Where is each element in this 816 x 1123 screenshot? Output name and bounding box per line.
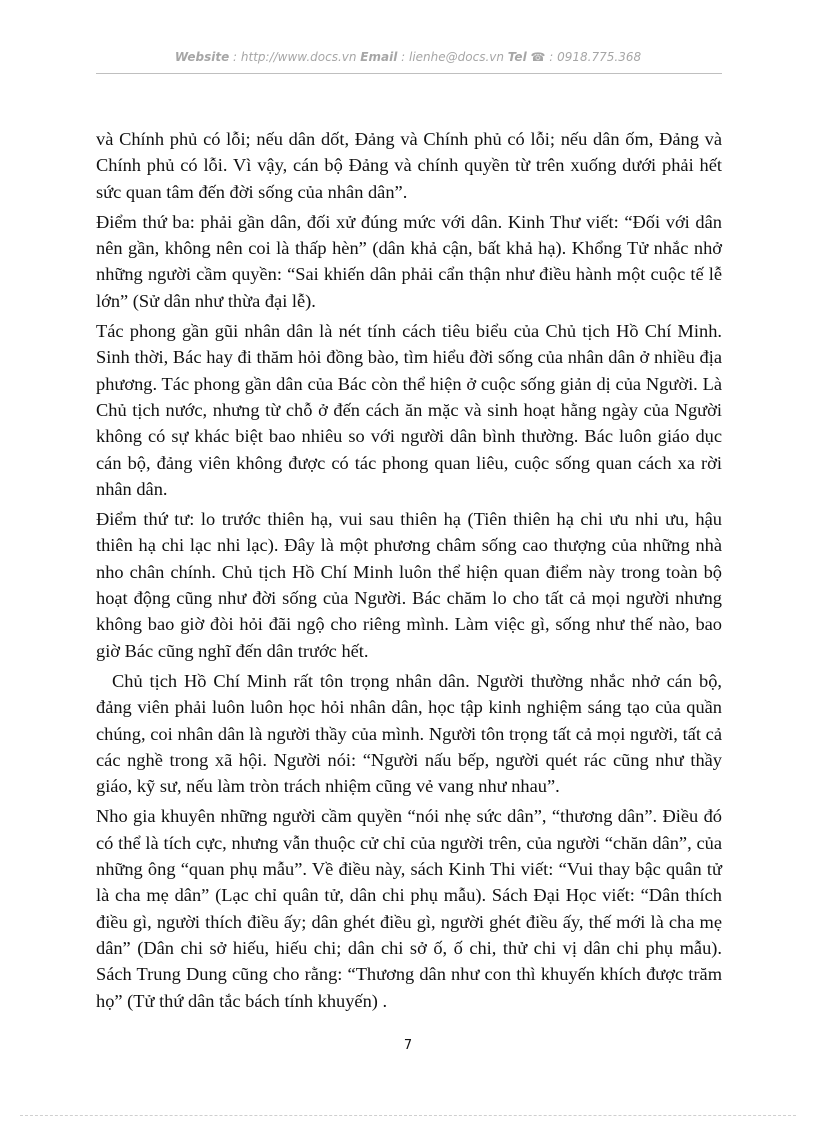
header-divider (96, 73, 722, 74)
page-number: 7 (403, 1038, 413, 1053)
paragraph-3: Tác phong gần gũi nhân dân là nét tính cách tiêu biểu của Chủ tịch Hồ Chí Minh. Sinh thời, Bác hay đi thăm hỏi đồng bào, tìm hiểu đời sống của nhân dân ở nhiều địa phương. Tác phong gần dân của Bác còn thể hiện ở cuộc sống giản dị của Người. Là Chủ tịch nước, nhưng từ chỗ ở đến cách ăn mặc và sinh hoạt hằng ngày của Người không có sự khác biệt bao nhiêu so với người dân bình thường. Bác luôn giáo dục cán bộ, đảng viên không được có tác phong quan liêu, cuộc sống quan cách xa rời nhân dân. (96, 321, 722, 499)
paragraph-2: Điểm thứ ba: phải gần dân, đối xử đúng mức với dân. Kinh Thư viết: “Đối với dân nên gần, không nên coi là thấp hèn” (dân khả cận, bất khả hạ). Khổng Tử nhắc nhở những người cầm quyền: “Sai khiến dân phải cẩn thận như điều hành một cuộc tế lễ lớn” (Sử dân như thừa đại lễ). (96, 211, 722, 311)
paragraph-5: Chủ tịch Hồ Chí Minh rất tôn trọng nhân dân. Người thường nhắc nhở cán bộ, đảng viên phải luôn luôn học hỏi nhân dân, học tập kinh nghiệm sáng tạo của quần chúng, coi nhân dân là người thầy của mình. Người tôn trọng tất cả mọi người, tất cả các nghề trong xã hội. Người nói: “Người nấu bếp, người quét rác cũng như thầy giáo, kỹ sư, nếu làm tròn trách nhiệm cũng vẻ vang như nhau”. (96, 670, 722, 797)
tel-number: ☎ : 0918.775.368 (526, 50, 642, 64)
website-url: : http://www.docs.vn (229, 50, 361, 64)
document-body (96, 126, 722, 1018)
paragraph-6: Nho gia khuyên những người cầm quyền “nói nhẹ sức dân”, “thương dân”. Điều đó có thể là tích cực, nhưng vẫn thuộc cử chỉ của người trên, của người “chăn dân”, của những ông “quan phụ mẫu”. Về điều này, sách Kinh Thi viết: “Vui thay bậc quân tử là cha mẹ dân” (Lạc chỉ quân tử, dân chi phụ mẫu). Sách Đại Học viết: “Dân thích điều gì, người thích điều ấy; dân ghét điều gì, người ghét điều ấy, thế mới là cha mẹ dân” (Dân chi sở hiếu, hiếu chi; dân chi sở ố, ố chi, thử chi vị dân chi phụ mẫu). Sách Trung Dung cũng cho rằng: “Thương dân như con thì khuyến khích được trăm họ” (Tử thứ dân tắc bách tính khuyến) . (96, 806, 722, 1011)
email-address: : lienhe@docs.vn (397, 50, 508, 64)
tel-label: Tel (507, 50, 527, 64)
paragraph-4: Điểm thứ tư: lo trước thiên hạ, vui sau thiên hạ (Tiên thiên hạ chi ưu nhi ưu, hậu thiên hạ chi lạc nhi lạc). Đây là một phương châm sống cao thượng của những nhà nho chân chính. Chủ tịch Hồ Chí Minh luôn thể hiện quan điểm này trong toàn bộ hoạt động cũng như đời sống của Người. Bác chăm lo cho tất cả mọi người nhưng không bao giờ đòi hỏi đãi ngộ cho riêng mình. Làm việc gì, sống như thế nào, bao giờ Bác cũng nghĩ đến dân trước hết. (96, 509, 722, 661)
page-header (96, 50, 720, 64)
email-label: Email (360, 50, 398, 64)
footer-divider (20, 1115, 796, 1116)
paragraph-1: và Chính phủ có lỗi; nếu dân dốt, Đảng và Chính phủ có lỗi; nếu dân ốm, Đảng và Chính phủ có lỗi. Vì vậy, cán bộ Đảng và chính quyền từ trên xuống dưới phải hết sức quan tâm đến đời sống của nhân dân”. (96, 129, 722, 202)
website-label: Website (174, 50, 230, 64)
